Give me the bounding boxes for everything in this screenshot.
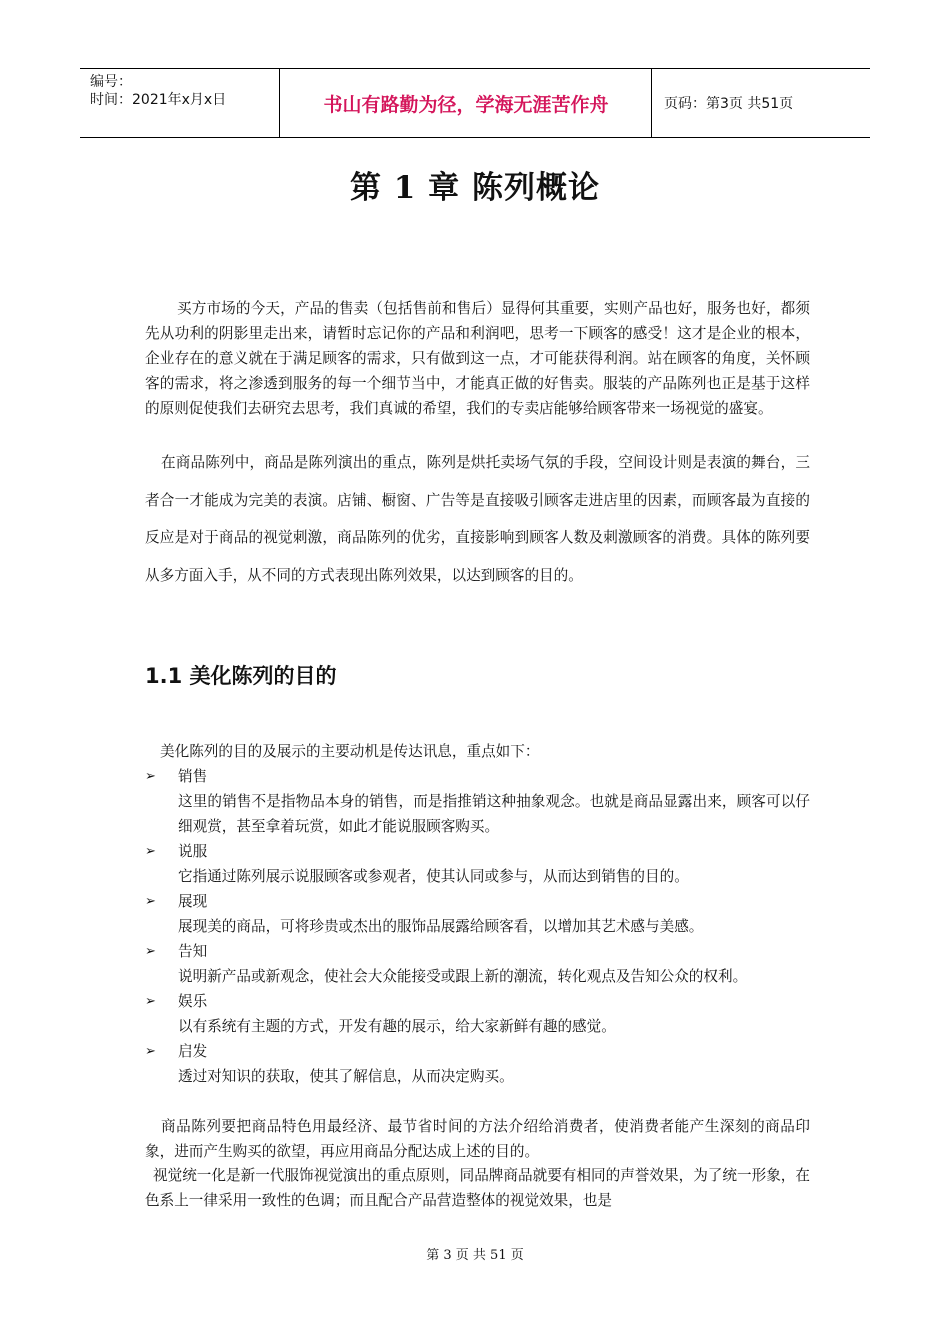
list-item-label: 销售 <box>178 768 208 785</box>
list-item <box>145 1039 810 1089</box>
list-item <box>145 989 810 1039</box>
list-item-description: 它指通过陈列展示说服顾客或参观者，使其认同或参与，从而达到销售的目的。 <box>178 868 689 885</box>
list-item <box>145 764 810 839</box>
list-item <box>145 839 810 889</box>
list-item-label: 启发 <box>178 1043 208 1060</box>
purpose-list <box>145 764 810 1089</box>
arrow-bullet-icon: ➢ <box>145 1044 156 1059</box>
closing-paragraph-2: 视觉统一化是新一代服饰视觉演出的重点原则，同品牌商品就要有相同的声誉效果，为了统一形象，在色系上一律采用一致性的色调；而且配合产品营造整体的视觉效果，也是 <box>145 1167 810 1209</box>
arrow-bullet-icon: ➢ <box>145 944 156 959</box>
list-item-description: 以有系统有主题的方式，开发有趣的展示，给大家新鲜有趣的感觉。 <box>178 1018 616 1035</box>
arrow-bullet-icon: ➢ <box>145 769 156 784</box>
section-title: 1.1 美化陈列的目的 <box>145 664 337 688</box>
list-item-description: 这里的销售不是指物品本身的销售，而是指推销这种抽象观念。也就是商品显露出来，顾客可以仔细观赏，甚至拿着玩赏，如此才能说服顾客购买。 <box>178 793 810 835</box>
arrow-bullet-icon: ➢ <box>145 894 156 909</box>
list-item-label: 娱乐 <box>178 993 208 1010</box>
intro-paragraph: 买方市场的今天，产品的售卖（包括售前和售后）显得何其重要，实则产品也好，服务也好，都须先从功利的阴影里走出来，请暂时忘记你的产品和利润吧，思考一下顾客的感受！这才是企业的根本，企业存在的意义就在于满足顾客的需求，只有做到这一点，才可能获得利润。站在顾客的角度，关怀顾客的需求，将之渗透到服务的每一个细节当中，才能真正做的好售卖。服装的产品陈列也正是基于这样的原则促使我们去研究去思考，我们真诚的希望，我们的专卖店能够给顾客带来一场视觉的盛宴。 <box>145 300 810 417</box>
second-paragraph: 在商品陈列中，商品是陈列演出的重点，陈列是烘托卖场气氛的手段，空间设计则是表演的舞台，三者合一才能成为完美的表演。店铺、橱窗、广告等是直接吸引顾客走进店里的因素，而顾客最为直接的反应是对于商品的视觉刺激，商品陈列的优劣，直接影响到顾客人数及刺激顾客的消费。具体的陈列要从多方面入手，从不同的方式表现出陈列效果，以达到顾客的目的。 <box>145 454 810 584</box>
list-item-description: 展现美的商品，可将珍贵或杰出的服饰品展露给顾客看，以增加其艺术感与美感。 <box>178 918 704 935</box>
list-item-label: 告知 <box>178 943 208 960</box>
header-page-info: 页码：第3页 共51页 <box>664 96 794 112</box>
chapter-title: 第 1 章 陈列概论 <box>350 170 600 206</box>
header-meta-cell <box>80 69 280 137</box>
document-time-label: 时间：2021年x月x日 <box>90 92 227 108</box>
list-item-label: 说服 <box>178 843 208 860</box>
header-motto: 书山有路勤为径，学海无涯苦作舟 <box>281 69 652 137</box>
closing-paragraph-1: 商品陈列要把商品特色用最经济、最节省时间的方法介绍给消费者，使消费者能产生深刻的商品印象，进而产生购买的欲望，再应用商品分配达成上述的目的。 <box>145 1118 810 1160</box>
page-header <box>80 68 870 138</box>
list-item-description: 说明新产品或新观念，使社会大众能接受或跟上新的潮流，转化观点及告知公众的权利。 <box>178 968 748 985</box>
arrow-bullet-icon: ➢ <box>145 844 156 859</box>
document-number-label: 编号： <box>90 74 132 90</box>
list-item-label: 展现 <box>178 893 208 910</box>
list-item <box>145 939 810 989</box>
section-lead: 美化陈列的目的及展示的主要动机是传达讯息，重点如下： <box>160 743 540 760</box>
arrow-bullet-icon: ➢ <box>145 994 156 1009</box>
list-item <box>145 889 810 939</box>
page-footer: 第 3 页 共 51 页 <box>426 1248 524 1263</box>
list-item-description: 透过对知识的获取，使其了解信息，从而决定购买。 <box>178 1068 514 1085</box>
